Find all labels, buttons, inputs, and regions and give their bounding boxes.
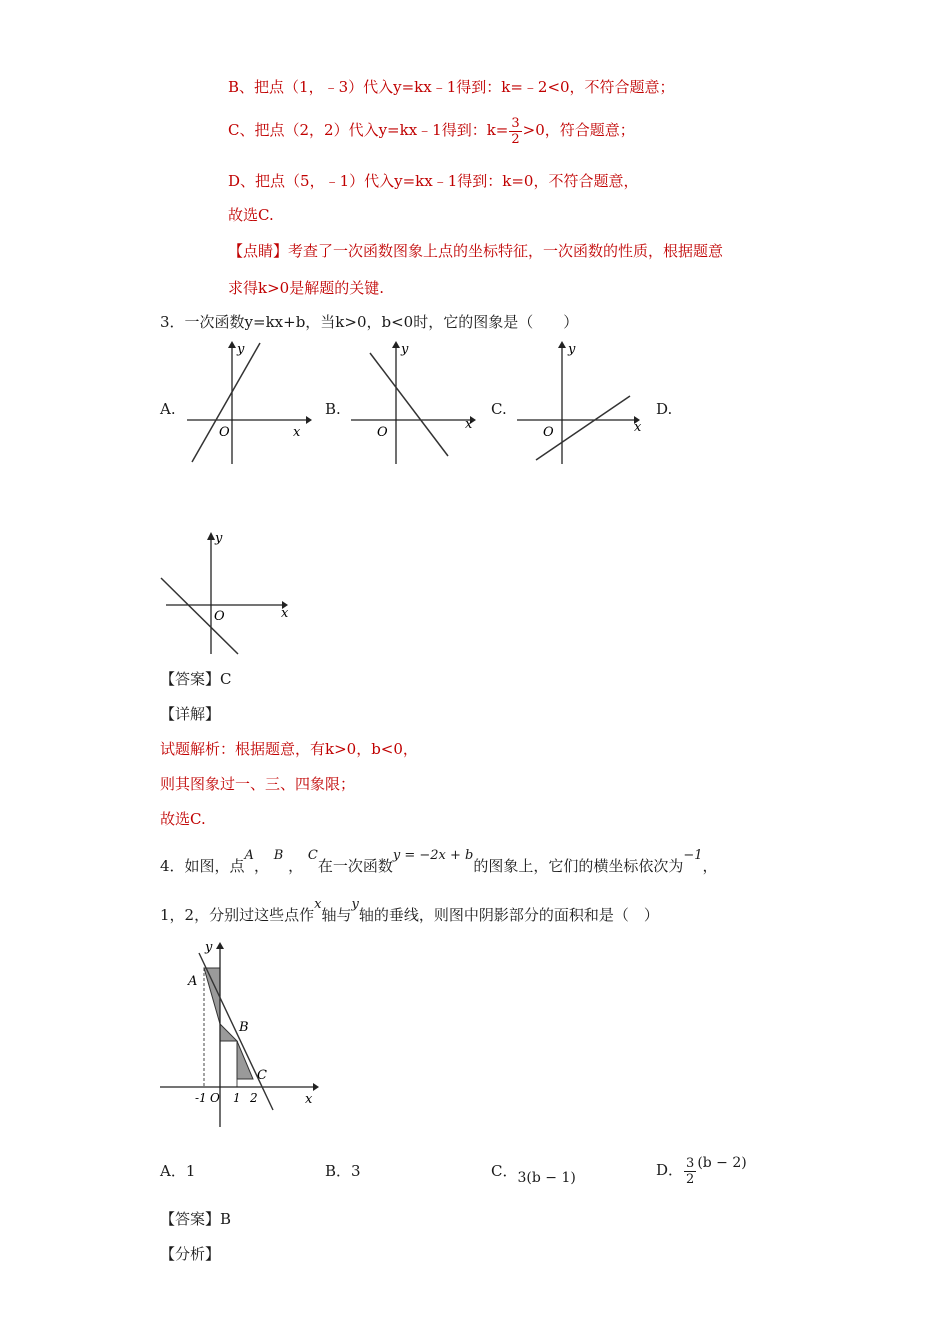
q4-analysis-heading: 【分析】 <box>160 1245 221 1263</box>
fraction-three-halves: $\frac{3}{2}$ <box>686 1155 695 1187</box>
y-label: y <box>568 342 576 357</box>
y-label: y <box>205 940 213 955</box>
q4-stem-text: 的图象上，它们的横坐标依次为 <box>473 857 684 875</box>
tip-line-2: 求得k>0是解题的关键. <box>228 279 384 297</box>
solution-line-b: B、把点（1，﹣3）代入y=kx﹣1得到：k=﹣2<0，不符合题意； <box>228 78 675 96</box>
option-value: (b − 2) <box>697 1155 747 1171</box>
tick-1: 1 <box>233 1091 241 1105</box>
solution-line-c-pre: C、把点（2，2）代入y=kx﹣1得到：k= <box>228 121 509 139</box>
separator: ， <box>702 857 718 875</box>
x-label: x <box>634 420 642 435</box>
point-c-label: C <box>257 1068 267 1083</box>
q4-option-c <box>491 1160 576 1186</box>
y-arrow-icon <box>392 341 400 348</box>
q3-graph-d <box>158 528 298 656</box>
option-value: 3 <box>351 1162 361 1180</box>
q3-detail-line-1: 试题解析：根据题意，有k>0，b<0， <box>160 740 418 758</box>
point-b-var: B <box>273 848 284 863</box>
x-arrow-icon <box>313 1083 319 1091</box>
point-a-label: A <box>188 974 198 989</box>
x-label: x <box>281 606 289 621</box>
origin-label: O <box>210 1091 220 1105</box>
q3-option-c-label: C. <box>491 400 507 418</box>
shaded-triangle-a <box>204 968 220 1024</box>
tick-neg1: -1 <box>195 1091 207 1105</box>
q3-graph-b <box>348 340 478 465</box>
shaded-triangle-c <box>237 1041 253 1079</box>
q4-option-d <box>656 1150 747 1190</box>
function-line <box>370 353 448 456</box>
q3-stem: 3．一次函数y=kx+b，当k>0，b<0时，它的图象是（ ） <box>160 313 579 331</box>
origin-label: O <box>214 609 225 624</box>
q3-detail-line-2: 则其图象过一、三、四象限； <box>160 775 356 793</box>
y-var: y <box>351 897 359 912</box>
q4-stem-line-2 <box>160 897 659 928</box>
q4-figure <box>155 935 330 1130</box>
y-arrow-icon <box>207 532 215 540</box>
q3-graph-a <box>182 340 312 465</box>
fraction-three-halves: $\frac{3}{2}$ <box>511 115 520 147</box>
point-a-var: A <box>244 848 254 863</box>
q3-graph-c <box>514 340 644 465</box>
q4-stem-text: 轴的垂线，则图中阴影部分的面积和是（ ） <box>358 906 659 924</box>
q4-stem-text: 在一次函数 <box>317 857 393 875</box>
q4-stem-text: 轴与 <box>321 906 352 924</box>
q4-answer: 【答案】B <box>160 1210 232 1228</box>
q3-option-d-label: D. <box>656 400 673 418</box>
origin-label: O <box>377 425 388 440</box>
q3-option-a-label: A. <box>160 400 176 418</box>
option-value: 3(b − 1) <box>517 1170 576 1186</box>
shaded-triangle-b <box>220 1024 237 1041</box>
tip-line-1: 【点睛】考查了一次函数图象上点的坐标特征，一次函数的性质，根据题意 <box>228 242 724 260</box>
solution-line-c <box>228 110 635 150</box>
y-label: y <box>215 531 223 546</box>
q4-option-b <box>325 1160 361 1182</box>
solution-line-d: D、把点（5，﹣1）代入y=kx﹣1得到：k=0，不符合题意， <box>228 172 639 190</box>
solution-line-c-post: >0，符合题意； <box>522 121 635 139</box>
y-label: y <box>237 342 245 357</box>
x-label: x <box>465 417 473 432</box>
q3-option-b-label: B. <box>325 400 341 418</box>
separator: ， <box>288 857 304 875</box>
separator: ， <box>253 857 269 875</box>
x-label: x <box>293 425 301 440</box>
y-arrow-icon <box>216 942 224 949</box>
x-var: x <box>314 897 322 912</box>
q4-option-a <box>160 1160 195 1182</box>
option-label: B． <box>325 1162 352 1180</box>
function-line <box>192 343 260 462</box>
solution-conclusion: 故选C. <box>228 206 274 224</box>
q4-stem-text: 1，2，分别过这些点作 <box>160 906 315 924</box>
y-arrow-icon <box>228 341 236 348</box>
tick-2: 2 <box>250 1091 258 1105</box>
q4-stem-line-1 <box>160 848 718 879</box>
function-line <box>161 578 238 654</box>
point-b-label: B <box>239 1020 249 1035</box>
x-arrow-icon <box>306 416 312 424</box>
option-label: A． <box>160 1162 186 1180</box>
option-value: 1 <box>185 1162 196 1180</box>
q3-answer: 【答案】C <box>160 670 232 688</box>
y-label: y <box>401 342 409 357</box>
option-label: D． <box>656 1161 684 1179</box>
q3-detail-heading: 【详解】 <box>160 705 221 723</box>
q3-detail-line-3: 故选C. <box>160 810 206 828</box>
neg-one-value: −1 <box>683 848 703 863</box>
origin-label: O <box>543 425 554 440</box>
x-label: x <box>305 1092 313 1107</box>
option-label: C． <box>491 1162 518 1180</box>
q4-stem-text: 4．如图，点 <box>160 857 245 875</box>
origin-label: O <box>219 425 230 440</box>
point-c-var: C <box>307 848 318 863</box>
y-arrow-icon <box>558 341 566 348</box>
function-expression: y = −2x + b <box>392 848 474 863</box>
